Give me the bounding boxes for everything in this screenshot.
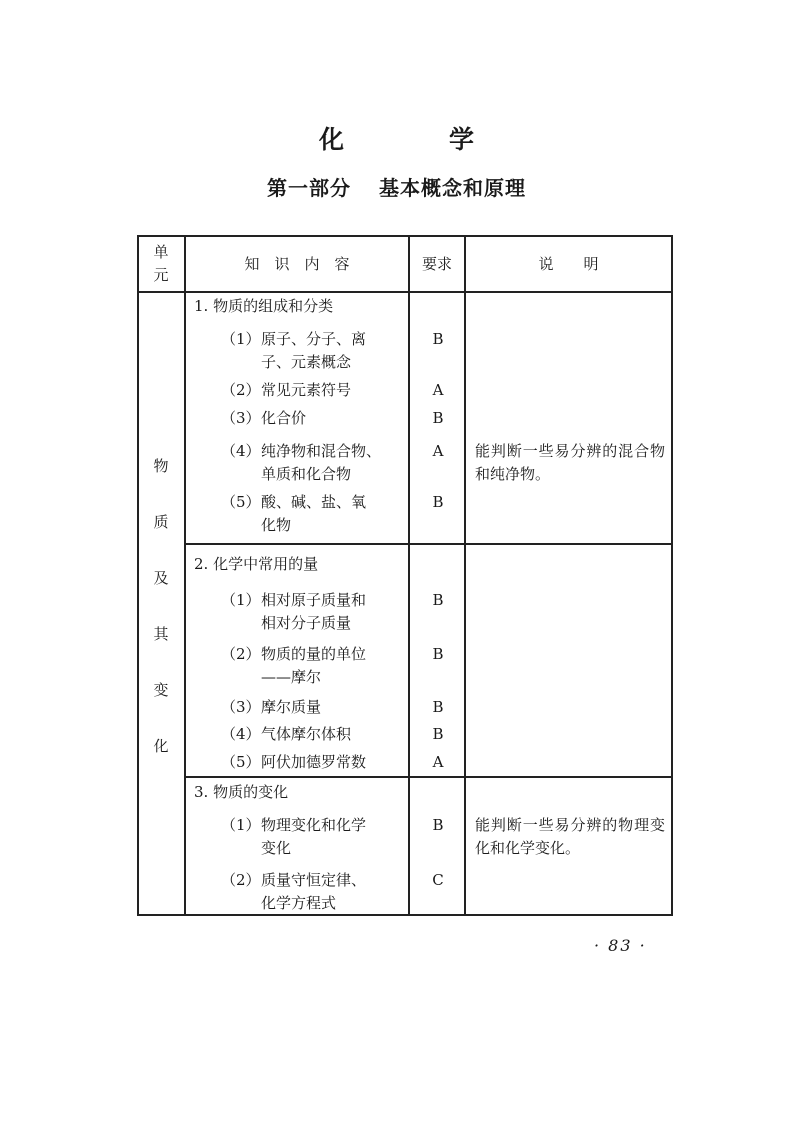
- item-text: 纯净物和混合物、: [261, 442, 382, 460]
- item-number: （4）: [221, 442, 261, 460]
- item-text: 化物: [261, 516, 292, 534]
- unit-char: 及: [153, 569, 169, 587]
- item-number: （5）: [221, 493, 261, 511]
- item-number: （3）: [221, 409, 261, 427]
- item-text: 化合价: [261, 409, 307, 427]
- item-requirement: B: [432, 493, 444, 511]
- item-number: （1）: [221, 591, 261, 609]
- item-number: （5）: [221, 753, 261, 771]
- item-text: 子、元素概念: [261, 353, 352, 371]
- table-bottom-border: [137, 914, 673, 916]
- section-heading: [0, 172, 793, 201]
- item-text: 质量守恒定律、: [261, 871, 367, 889]
- item-requirement: B: [432, 816, 444, 834]
- unit-char: 化: [153, 737, 169, 755]
- item-number: （3）: [221, 698, 261, 716]
- table-top-border: [137, 235, 673, 237]
- item-text: 相对分子质量: [261, 614, 352, 632]
- unit-char: 其: [153, 625, 169, 643]
- page-number: · 83 ·: [594, 936, 647, 955]
- item-text: 相对原子质量和: [261, 591, 367, 609]
- item-requirement: B: [432, 698, 444, 716]
- item-text: 物理变化和化学: [261, 816, 367, 834]
- part-name: 基本概念和原理: [379, 176, 526, 200]
- section-title: 2. 化学中常用的量: [194, 555, 319, 573]
- unit-char: 变: [153, 681, 169, 699]
- knowledge-column-divider: [408, 235, 410, 916]
- item-number: （1）: [221, 816, 261, 834]
- item-text: ——摩尔: [261, 668, 322, 686]
- section-divider: [184, 543, 673, 545]
- item-text: 常见元素符号: [261, 381, 352, 399]
- header-unit: 元: [153, 266, 169, 284]
- part-label: 第一部分: [267, 176, 351, 200]
- item-requirement: A: [432, 753, 444, 771]
- syllabus-table: [137, 235, 673, 916]
- requirement-column-divider: [464, 235, 466, 916]
- item-requirement: B: [432, 409, 444, 427]
- unit-char: 质: [153, 513, 169, 531]
- item-text: 物质的量的单位: [261, 645, 367, 663]
- item-text: 原子、分子、离: [261, 330, 367, 348]
- item-text: 气体摩尔体积: [261, 725, 352, 743]
- item-text: 化学方程式: [261, 894, 337, 912]
- item-number: （4）: [221, 725, 261, 743]
- header-divider: [137, 291, 673, 293]
- item-requirement: C: [432, 871, 444, 889]
- section-note: 能判断一些易分辨的物理变化和化学变化。: [475, 816, 665, 857]
- unit-char: 物: [153, 457, 169, 475]
- header-knowledge: 知 识 内 容: [244, 255, 350, 273]
- item-number: （1）: [221, 330, 261, 348]
- section-divider: [184, 776, 673, 778]
- item-requirement: B: [432, 591, 444, 609]
- item-requirement: B: [432, 725, 444, 743]
- header-unit: 单: [153, 243, 169, 261]
- item-requirement: A: [432, 381, 444, 399]
- item-requirement: B: [432, 645, 444, 663]
- item-number: （2）: [221, 381, 261, 399]
- item-text: 阿伏加德罗常数: [261, 753, 367, 771]
- item-number: （2）: [221, 871, 261, 889]
- item-requirement: B: [432, 330, 444, 348]
- item-text: 摩尔质量: [261, 698, 322, 716]
- table-right-border: [671, 235, 673, 916]
- item-requirement: A: [432, 442, 444, 460]
- section-title: 1. 物质的组成和分类: [194, 297, 334, 315]
- item-text: 酸、碱、盐、氧: [261, 493, 367, 511]
- section-title: 3. 物质的变化: [194, 783, 289, 801]
- header-requirement: 要求: [421, 255, 452, 273]
- header-explanation: 说 明: [538, 255, 599, 273]
- item-text: 变化: [261, 839, 292, 857]
- item-number: （2）: [221, 645, 261, 663]
- page-title: 化 学: [318, 125, 514, 154]
- item-text: 单质和化合物: [261, 465, 352, 483]
- section-note: 能判断一些易分辨的混合物和纯净物。: [475, 442, 665, 483]
